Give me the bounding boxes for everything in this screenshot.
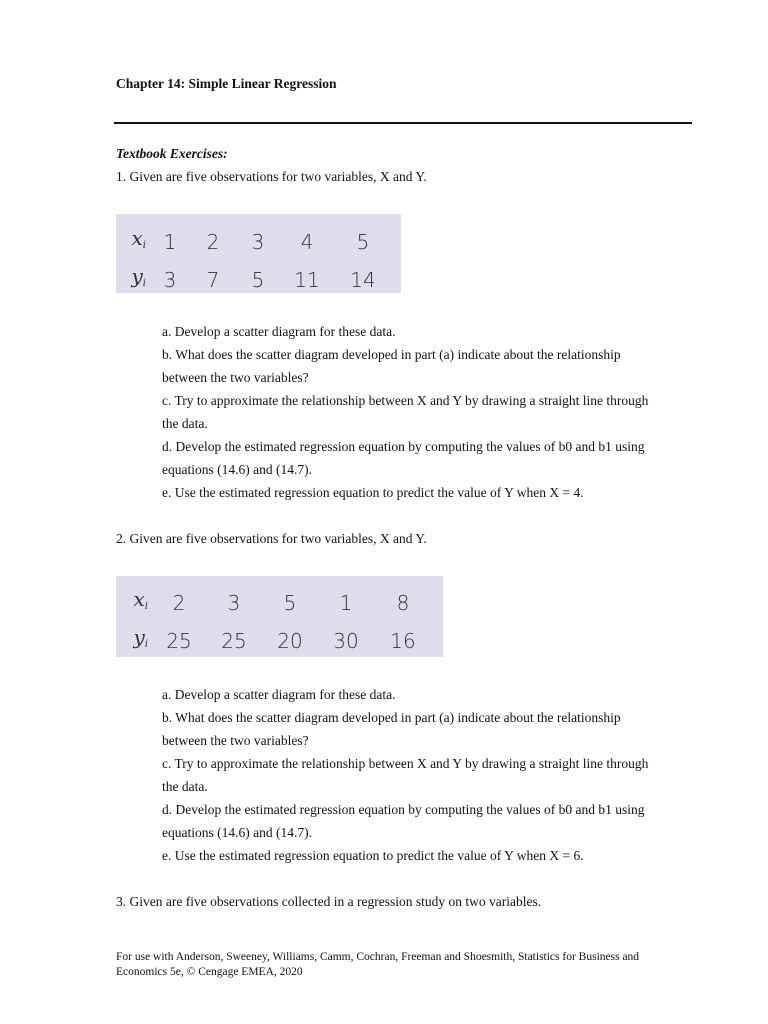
part-c: c. Try to approximate the relationship between X and Y by drawing a straight line through the data. [162,393,649,431]
y-value: 11 [294,268,320,292]
section-heading: Textbook Exercises: [116,146,228,161]
header-rule [114,122,692,124]
exercise-1-parts [162,320,662,504]
y-label: $y_i$ [131,264,146,289]
x-value: 3 [227,591,241,615]
x-value: 8 [396,591,410,615]
y-value: 30 [333,629,359,653]
exercise-1-prompt: 1. Given are five observations for two variables, X and Y. [116,169,427,184]
table-row [116,622,432,660]
y-label: $y_i$ [133,625,148,650]
x-value: 3 [251,230,265,254]
y-value: 16 [390,629,416,653]
table-row [116,261,392,299]
y-value: 20 [277,629,303,653]
y-value: 7 [206,268,220,292]
x-value: 1 [339,591,353,615]
chapter-title: Chapter 14: Simple Linear Regression [116,76,337,91]
x-value: 5 [356,230,370,254]
exercise-3-prompt: 3. Given are five observations collected in a regression study on two variables. [116,894,542,909]
x-value: 2 [206,230,220,254]
x-value: 4 [300,230,314,254]
part-c: c. Try to approximate the relationship between X and Y by drawing a straight line through the data. [162,756,649,794]
exercise-2-data-table [116,576,443,657]
y-value: 25 [221,629,247,653]
x-value: 5 [283,591,297,615]
table-row [116,584,432,622]
y-value: 5 [251,268,265,292]
x-label: $x_i$ [131,226,146,251]
y-value: 14 [350,268,376,292]
part-d: d. Develop the estimated regression equation by computing the values of b0 and b1 using equations (14.6) and (14.7). [162,802,645,840]
part-a: a. Develop a scatter diagram for these data. [162,687,396,702]
x-value: 1 [163,230,177,254]
x-label: $x_i$ [133,587,148,612]
exercise-1-data-table [116,214,401,293]
y-value: 25 [166,629,192,653]
part-e: e. Use the estimated regression equation to predict the value of Y when X = 6. [162,848,584,863]
part-b: b. What does the scatter diagram developed in part (a) indicate about the relationship between the two variables? [162,347,621,385]
x-value: 2 [172,591,186,615]
part-d: d. Develop the estimated regression equation by computing the values of b0 and b1 using equations (14.6) and (14.7). [162,439,645,477]
y-value: 3 [163,268,177,292]
part-e: e. Use the estimated regression equation to predict the value of Y when X = 4. [162,485,584,500]
part-b: b. What does the scatter diagram developed in part (a) indicate about the relationship between the two variables? [162,710,621,748]
page-footer: For use with Anderson, Sweeney, Williams, Camm, Cochran, Freeman and Shoesmith, Statistics for Business and Economics 5e, © Cengage EMEA, 2020 [116,951,640,978]
table-row [116,223,392,261]
exercise-2-parts [162,683,662,867]
part-a: a. Develop a scatter diagram for these data. [162,324,396,339]
exercise-2-prompt: 2. Given are five observations for two variables, X and Y. [116,531,427,546]
